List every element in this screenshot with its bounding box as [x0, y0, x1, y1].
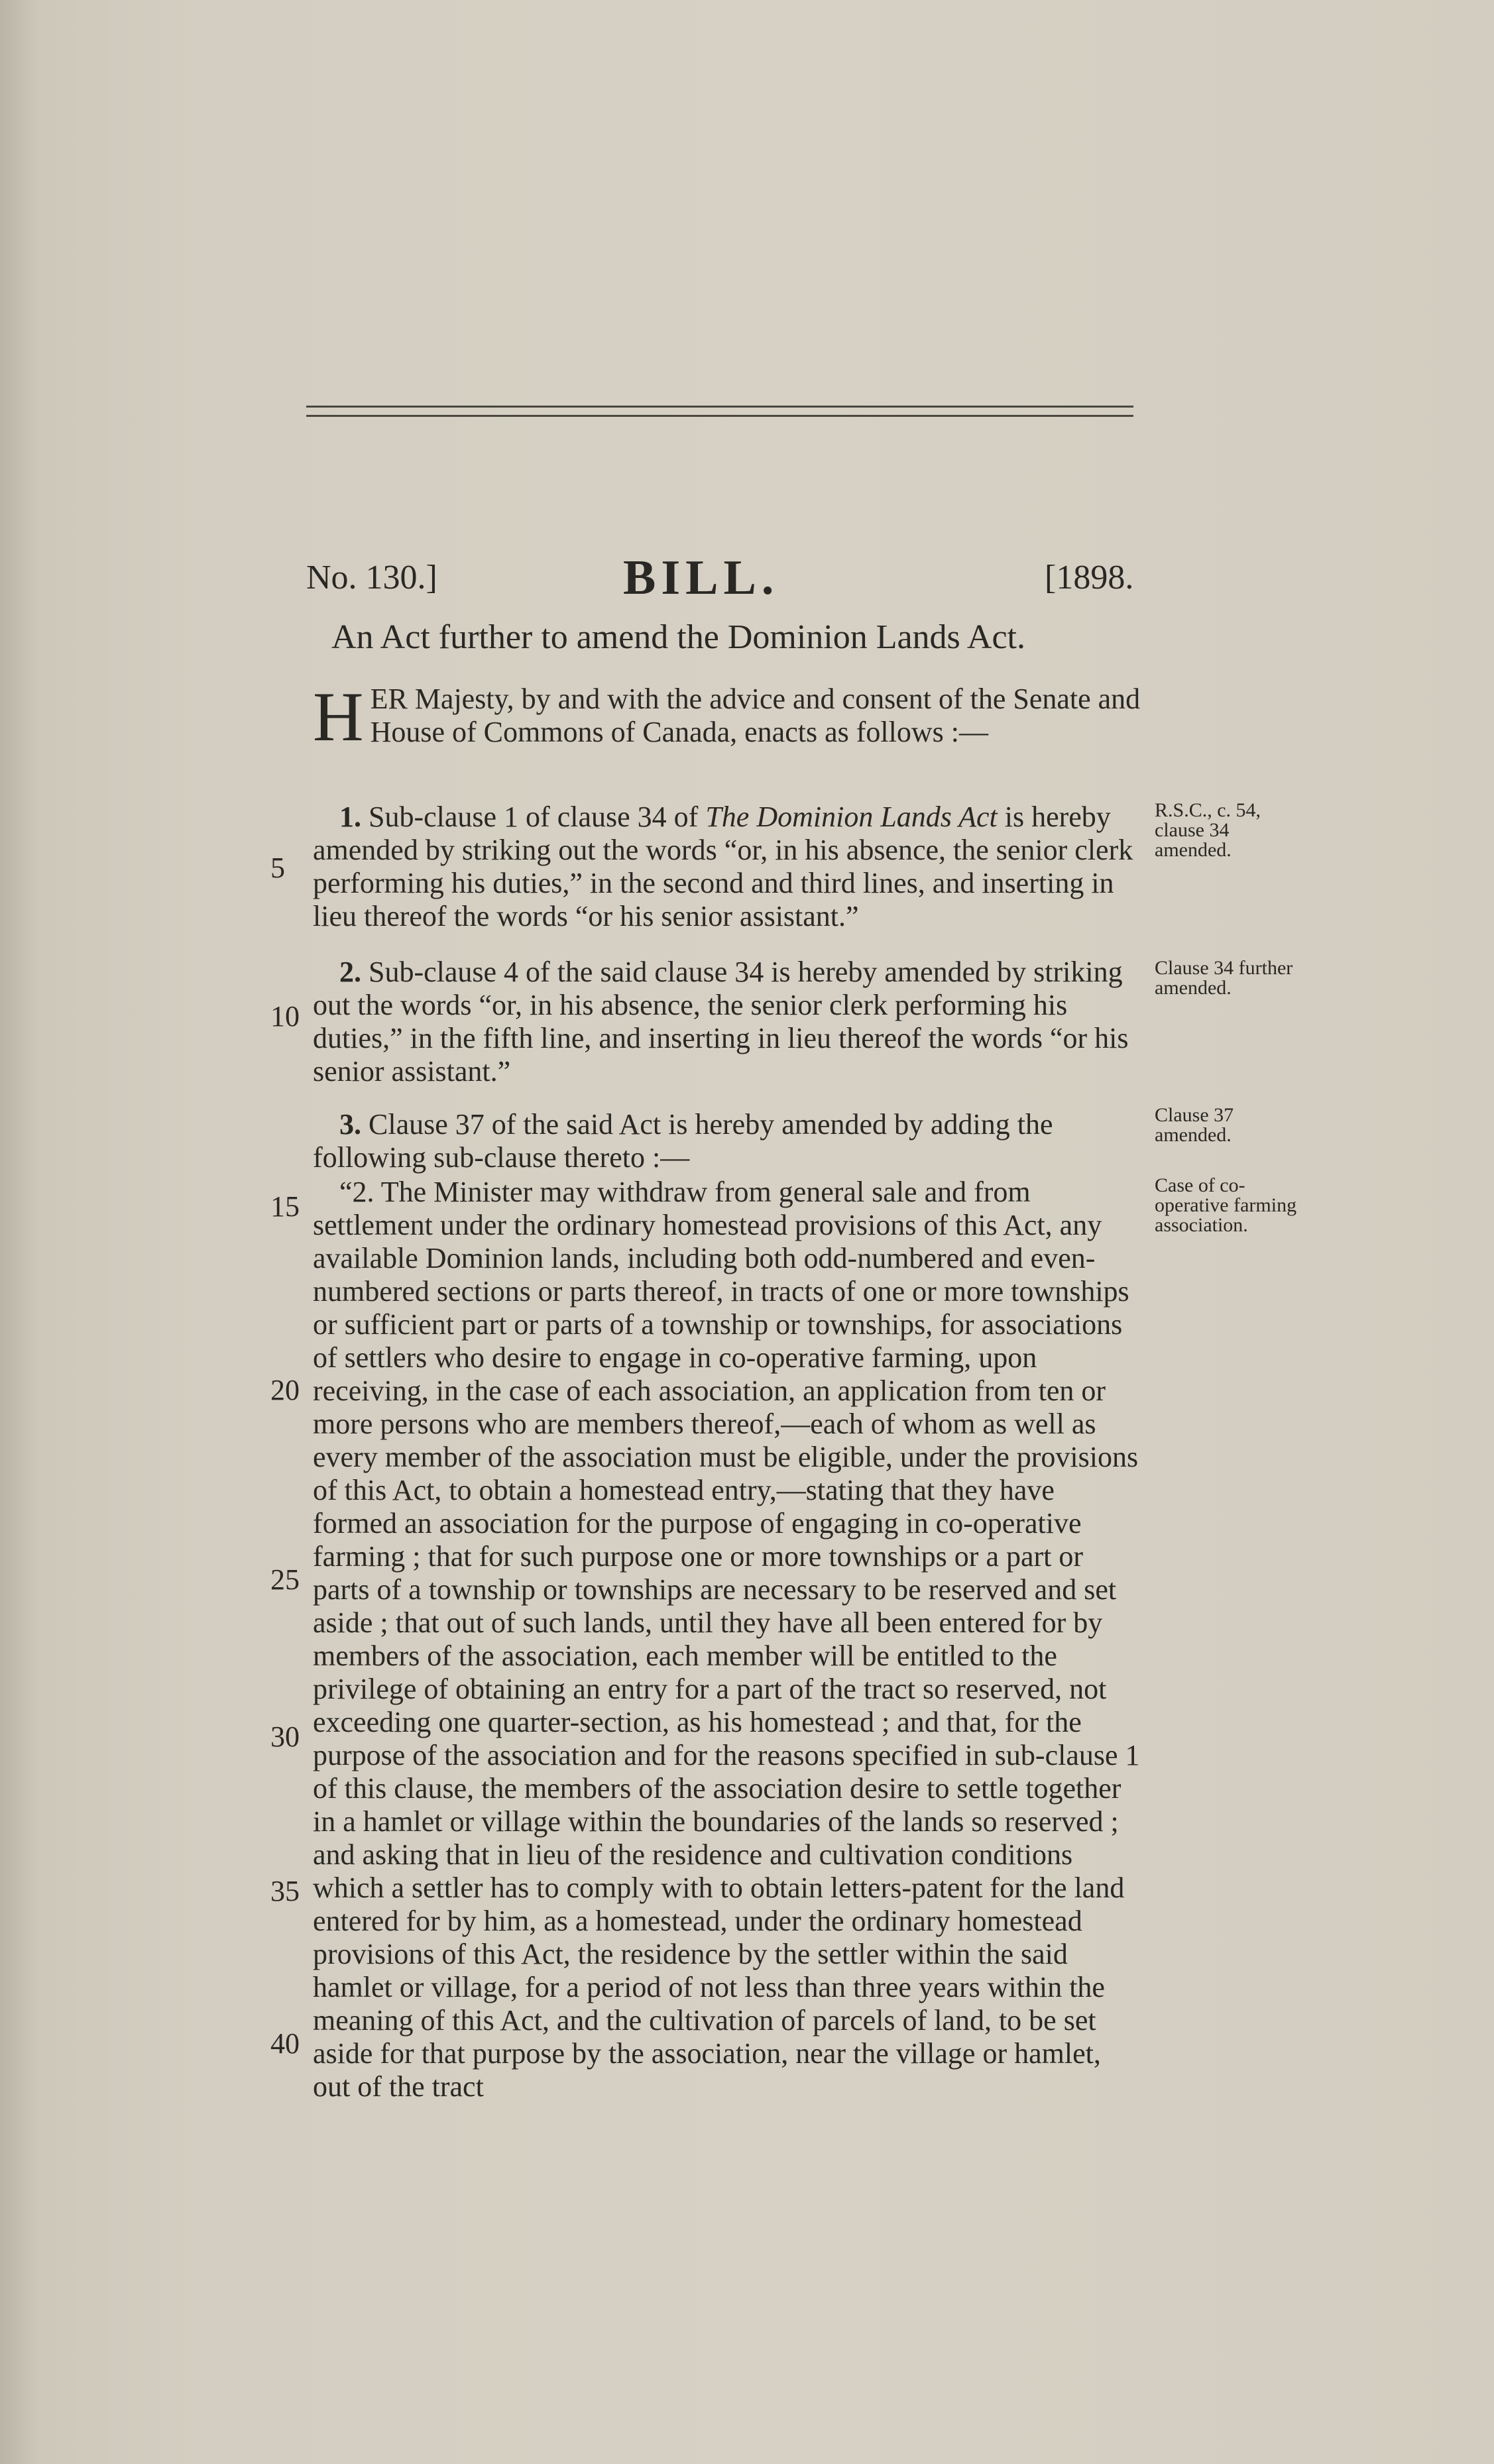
enacting-text: ER Majesty, by and with the advice and consent of the Senate and House of Commons of Canada, enacts as follows :— [370, 683, 1141, 748]
bill-number: No. 130.] [306, 559, 437, 596]
drop-cap: H [313, 678, 364, 756]
enacting-clause [313, 678, 1141, 756]
clause-1-text-a: Sub-clause 1 of clause 34 of [361, 801, 706, 833]
line-number: 10 [270, 1000, 300, 1033]
line-number: 40 [270, 2027, 300, 2060]
sub-clause-2 [313, 1176, 1141, 2103]
line-number: 20 [270, 1374, 300, 1406]
line-number: 35 [270, 1875, 300, 1907]
clause-3-number: 3. [339, 1108, 361, 1141]
sub-clause-2-text: “2. The Minister may withdraw from general sale and from settlement under the ordinary homestead provisions of this Act, any available Dominion lands, including both odd-numbered and even-numbered sections or parts thereof, in tracts of one or more townships or sufficient part or parts of a township or townships, for associations of settlers who desire to engage in co-operative farming, upon receiving, in the case of each association, an application from ten or more persons who are members thereof,—each of whom as well as every member of the association must be eligible, under the provisions of this Act, to obtain a homestead entry,—stating that they have formed an association for the purpose of engaging in co-operative farming ; that for such purpose one or more townships or a part or parts of a township or townships are necessary to be reserved and set aside ; that out of such lands, until they have all been entered for by members of the association, each member will be entitled to the privilege of obtaining an entry for a part of the tract so reserved, not exceeding one quarter-section, as his homestead ; and that, for the purpose of the association and for the reasons specified in sub-clause 1 of this clause, the members of the association desire to settle together in a hamlet or village within the boundaries of the lands so reserved ; and asking that in lieu of the residence and cultivation conditions which a settler has to comply with to obtain letters-patent for the land entered for by him, as a homestead, under the ordinary homestead provisions of this Act, the residence by the settler within the said hamlet or village, for a period of not less than three years within the meaning of this Act, and the cultivation of parcels of land, to be set aside for that purpose by the association, near the village or hamlet, out of the tract [313, 1176, 1140, 2103]
top-rule-second [306, 415, 1133, 417]
clause-3-text: Clause 37 of the said Act is hereby amended by adding the following sub-clause thereto :— [313, 1108, 1053, 1174]
clause-3 [313, 1108, 1141, 1174]
bill-heading: BILL. [623, 551, 779, 605]
clause-2-number: 2. [339, 956, 361, 988]
clause-1-text-b: is hereby amended by striking out the words “or, in his absence, the senior clerk performing his duties,” in the second and third lines, and inserting in lieu thereof the words “or his senior assistant.” [313, 801, 1133, 932]
line-number: 25 [270, 1563, 300, 1596]
clause-2-text: Sub-clause 4 of the said clause 34 is hereby amended by striking out the words “or, in his absence, the senior clerk performing his duties,” in the fifth line, and inserting in lieu thereof the words “or his senior assistant.” [313, 956, 1129, 1088]
clause-1-number: 1. [339, 801, 361, 833]
clause-2 [313, 956, 1141, 1088]
margin-note-clause-3: Clause 37 amended. [1155, 1104, 1234, 1146]
margin-note-clause-2: Clause 34 further amended. [1155, 957, 1293, 999]
clause-1 [313, 801, 1141, 933]
line-number: 5 [270, 852, 285, 884]
act-title: An Act further to amend the Dominion Lands Act. [331, 618, 1026, 656]
bill-year: [1898. [1045, 559, 1134, 596]
line-number: 15 [270, 1190, 300, 1223]
margin-note-clause-1: R.S.C., c. 54, clause 34 amended. [1155, 799, 1261, 861]
clause-1-act-name: The Dominion Lands Act [705, 801, 998, 833]
line-number: 30 [270, 1720, 300, 1753]
top-rule [306, 406, 1133, 408]
margin-note-co-operative: Case of co-operative farming association. [1155, 1174, 1297, 1236]
